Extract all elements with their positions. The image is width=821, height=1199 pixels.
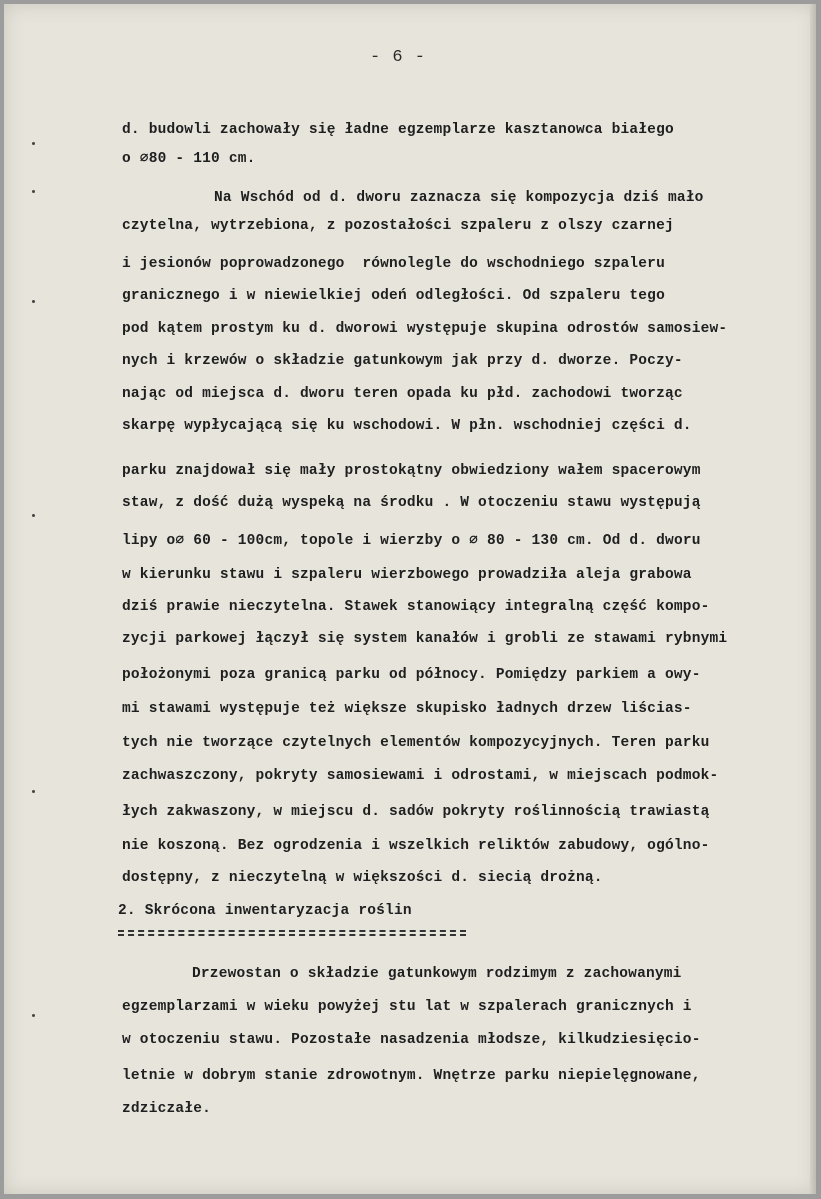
text-line: nając od miejsca d. dworu teren opada ku płd. zachodowi tworząc <box>122 386 683 402</box>
margin-mark <box>32 514 35 517</box>
text-line: zachwaszczony, pokryty samosiewami i odrostami, w miejscach podmok- <box>122 768 719 784</box>
text-line: zdziczałe. <box>122 1101 212 1117</box>
text-line: tych nie tworzące czytelnych elementów kompozycyjnych. Teren parku <box>122 735 710 751</box>
text-line: nie koszoną. Bez ogrodzenia i wszelkich reliktów zabudowy, ogólno- <box>122 838 710 854</box>
text-line: i jesionów poprowadzonego równolegle do wschodniego szpaleru <box>122 256 665 272</box>
text-line: w otoczeniu stawu. Pozostałe nasadzenia młodsze, kilkudziesięcio- <box>122 1032 701 1048</box>
margin-mark <box>32 790 35 793</box>
text-line: położonymi poza granicą parku od północy. Pomiędzy parkiem a owy- <box>122 667 701 683</box>
text-line: w kierunku stawu i szpaleru wierzbowego prowadziła aleja grabowa <box>122 567 692 583</box>
text-line: letnie w dobrym stanie zdrowotnym. Wnętrze parku niepielęgnowane, <box>122 1068 701 1084</box>
margin-mark <box>32 300 35 303</box>
text-line: granicznego i w niewielkiej odeń odległości. Od szpaleru tego <box>122 288 665 304</box>
text-line: zycji parkowej łączył się system kanałów i grobli ze stawami rybnymi <box>122 631 728 647</box>
heading-underline-second <box>118 934 466 936</box>
text-line: mi stawami występuje też większe skupisko ładnych drzew liścias- <box>122 701 692 717</box>
text-line: Na Wschód od d. dworu zaznacza się kompozycja dziś mało <box>214 190 704 206</box>
text-line: nych i krzewów o składzie gatunkowym jak przy d. dworze. Poczy- <box>122 353 683 369</box>
text-line: skarpę wypłycającą się ku wschodowi. W płn. wschodniej części d. <box>122 418 692 434</box>
section-heading: 2. Skrócona inwentaryzacja roślin <box>118 903 412 919</box>
heading-underline <box>118 930 466 932</box>
text-line: dziś prawie nieczytelna. Stawek stanowiący integralną część kompo- <box>122 599 710 615</box>
margin-mark <box>32 142 35 145</box>
text-line: staw, z dość dużą wyspeką na środku . W otoczeniu stawu występują <box>122 495 701 511</box>
text-line: d. budowli zachowały się ładne egzemplarze kasztanowca białego <box>122 122 674 138</box>
text-line: czytelna, wytrzebiona, z pozostałości szpaleru z olszy czarnej <box>122 218 674 234</box>
text-line: łych zakwaszony, w miejscu d. sadów pokryty roślinnością trawiastą <box>122 804 710 820</box>
text-line: lipy o∅ 60 - 100cm, topole i wierzby o ∅ 80 - 130 cm. Od d. dworu <box>122 533 701 549</box>
document-page <box>4 4 816 1194</box>
text-line: egzemplarzami w wieku powyżej stu lat w szpalerach granicznych i <box>122 999 692 1015</box>
text-line: pod kątem prostym ku d. dworowi występuje skupina odrostów samosiew- <box>122 321 728 337</box>
margin-mark <box>32 1014 35 1017</box>
text-line: o ∅80 - 110 cm. <box>122 151 256 167</box>
text-line: dostępny, z nieczytelną w większości d. siecią drożną. <box>122 870 603 886</box>
text-line: Drzewostan o składzie gatunkowym rodzimym z zachowanymi <box>192 966 682 982</box>
text-line: parku znajdował się mały prostokątny obwiedziony wałem spacerowym <box>122 463 701 479</box>
page-number: - 6 - <box>370 48 427 67</box>
body-text <box>4 4 816 1117</box>
margin-mark <box>32 190 35 193</box>
